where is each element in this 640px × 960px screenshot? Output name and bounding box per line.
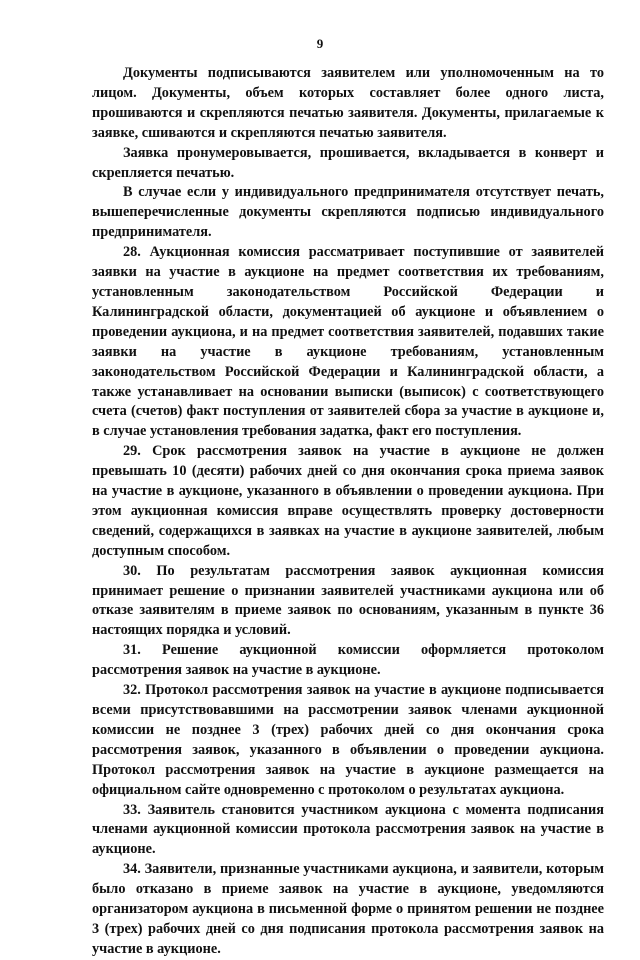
document-body xyxy=(92,64,604,960)
paragraph-item-28: 28. Аукционная комиссия рассматривает поступившие от заявителей заявки на участие в аукционе на предмет соответствия их требованиям, установленным законодательством Российской Федерации и Калининградской области, документацией об аукционе и объявлением о проведении аукциона, и на предмет соответствия заявителей, подавших такие заявки на участие в аукционе требованиям, установленным законодательством Российской Федерации и Калининградской области, а также устанавливает на основании выписки (выписок) с соответствующего счета (счетов) факт поступления от заявителей сбора за участие в аукционе и, в случае установления требования задатка, факт его поступления. xyxy=(92,244,604,440)
paragraph-application-sealing: Заявка пронумеровывается, прошивается, вкладывается в конверт и скрепляется печатью. xyxy=(92,144,604,181)
paragraph-item-31: 31. Решение аукционной комиссии оформляется протоколом рассмотрения заявок на участие в аукционе. xyxy=(92,642,604,679)
paragraph-item-30: 30. По результатам рассмотрения заявок аукционная комиссия принимает решение о признании заявителей участниками аукциона или об отказе заявителям в приеме заявок по основаниям, указанным в пункте 36 настоящих порядка и условий. xyxy=(92,562,604,639)
paragraph-entrepreneur-signature: В случае если у индивидуального предпринимателя отсутствует печать, вышеперечисленные документы скрепляются подписью индивидуального предпринимателя. xyxy=(92,184,604,241)
paragraph-item-29: 29. Срок рассмотрения заявок на участие в аукционе не должен превышать 10 (десяти) рабочих дней со дня окончания срока приема заявок на участие в аукционе, указанного в объявлении о проведении аукциона. При этом аукционная комиссия вправе осуществлять проверку достоверности сведений, содержащихся в заявках на участие в аукционе заявителей, любым доступным способом. xyxy=(92,443,604,559)
page-number: 9 xyxy=(316,36,324,51)
paragraph-item-33: 33. Заявитель становится участником аукциона с момента подписания членами аукционной комиссии протокола рассмотрения заявок на участие в аукционе. xyxy=(92,801,604,858)
paragraph-item-32: 32. Протокол рассмотрения заявок на участие в аукционе подписывается всеми присутствовавшими на рассмотрении заявок членами аукционной комиссии не позднее 3 (трех) рабочих дней со дня окончания срока рассмотрения заявок, указанного в объявлении о проведении аукциона. Протокол рассмотрения заявок на участие в аукционе размещается на официальном сайте одновременно с протоколом о результатах аукциона. xyxy=(92,682,604,798)
paragraph-documents-signing: Документы подписываются заявителем или уполномоченным на то лицом. Документы, объем которых составляет более одного листа, прошиваются и скрепляются печатью заявителя. Документы, прилагаемые к заявке, сшиваются и скрепляются печатью заявителя. xyxy=(92,65,604,141)
paragraph-item-34: 34. Заявители, признанные участниками аукциона, и заявители, которым было отказано в приеме заявок на участие в аукционе, уведомляются организатором аукциона в письменной форме о принятом решении не позднее 3 (трех) рабочих дней со дня подписания протокола рассмотрения заявок на участие в аукционе. xyxy=(92,861,604,957)
